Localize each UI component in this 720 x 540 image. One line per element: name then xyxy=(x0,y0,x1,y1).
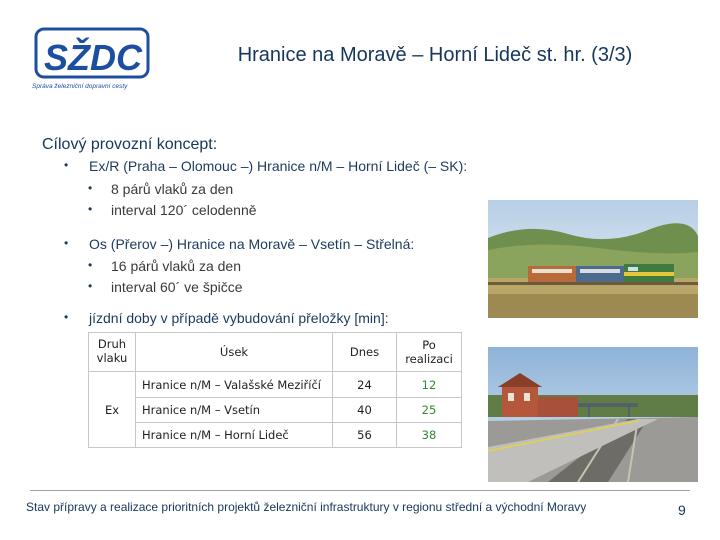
table-header-row xyxy=(89,333,462,372)
travel-time-table xyxy=(88,332,462,448)
station-platform-photo xyxy=(488,347,698,482)
cell-usek: Hranice n/M – Horní Lideč xyxy=(136,423,333,448)
szdc-logo xyxy=(30,26,160,92)
train-type-cell: Ex xyxy=(89,372,136,448)
bullet-dot: • xyxy=(64,310,69,324)
bullet-dot: • xyxy=(64,158,69,172)
sub-bullet-text: 16 párů vlaků za den xyxy=(111,258,241,274)
logo-tagline: Správa železniční dopravní cesty xyxy=(32,83,128,90)
header-dnes: Dnes xyxy=(333,333,397,372)
table-row xyxy=(89,372,462,398)
section-subtitle: Cílový provozní koncept: xyxy=(42,136,218,153)
bullet-text: jízdní doby v případě vybudování přeložky [min]: xyxy=(89,310,389,326)
bullet-dot: • xyxy=(64,236,69,250)
header-usek: Úsek xyxy=(136,333,333,372)
header-po: Po realizaci xyxy=(397,333,462,372)
bullet-dot: • xyxy=(88,279,93,293)
footer-divider xyxy=(30,490,690,491)
sub-bullet-text: interval 60´ ve špičce xyxy=(111,279,243,295)
cell-po: 25 xyxy=(397,398,462,423)
page-title: Hranice na Moravě – Horní Lideč st. hr. (3/3) xyxy=(237,44,633,66)
cell-po: 38 xyxy=(397,423,462,448)
cell-po: 12 xyxy=(397,372,462,398)
cell-usek: Hranice n/M – Valašské Meziříčí xyxy=(136,372,333,398)
cell-dnes: 56 xyxy=(333,423,397,448)
bullet-dot: • xyxy=(88,202,93,216)
bullet-text: Os (Přerov –) Hranice na Moravě – Vsetín – Střelná: xyxy=(89,236,415,252)
logo-text: SŽDC xyxy=(44,37,142,78)
cell-dnes: 24 xyxy=(333,372,397,398)
table-row xyxy=(89,423,462,448)
train-landscape-photo xyxy=(488,200,698,318)
bullet-dot: • xyxy=(88,181,93,195)
sub-bullet-text: interval 120´ celodenně xyxy=(111,202,257,218)
cell-dnes: 40 xyxy=(333,398,397,423)
header-druh: Druh vlaku xyxy=(89,333,136,372)
sub-bullet-text: 8 párů vlaků za den xyxy=(111,181,234,197)
footer-text: Stav přípravy a realizace prioritních projektů železniční infrastruktury v regionu střední a východní Moravy xyxy=(26,500,587,514)
page-number: 9 xyxy=(678,502,686,518)
bullet-dot: • xyxy=(88,258,93,272)
bullet-text: Ex/R (Praha – Olomouc –) Hranice n/M – Horní Lideč (– SK): xyxy=(89,158,468,174)
cell-usek: Hranice n/M – Vsetín xyxy=(136,398,333,423)
table-row xyxy=(89,398,462,423)
